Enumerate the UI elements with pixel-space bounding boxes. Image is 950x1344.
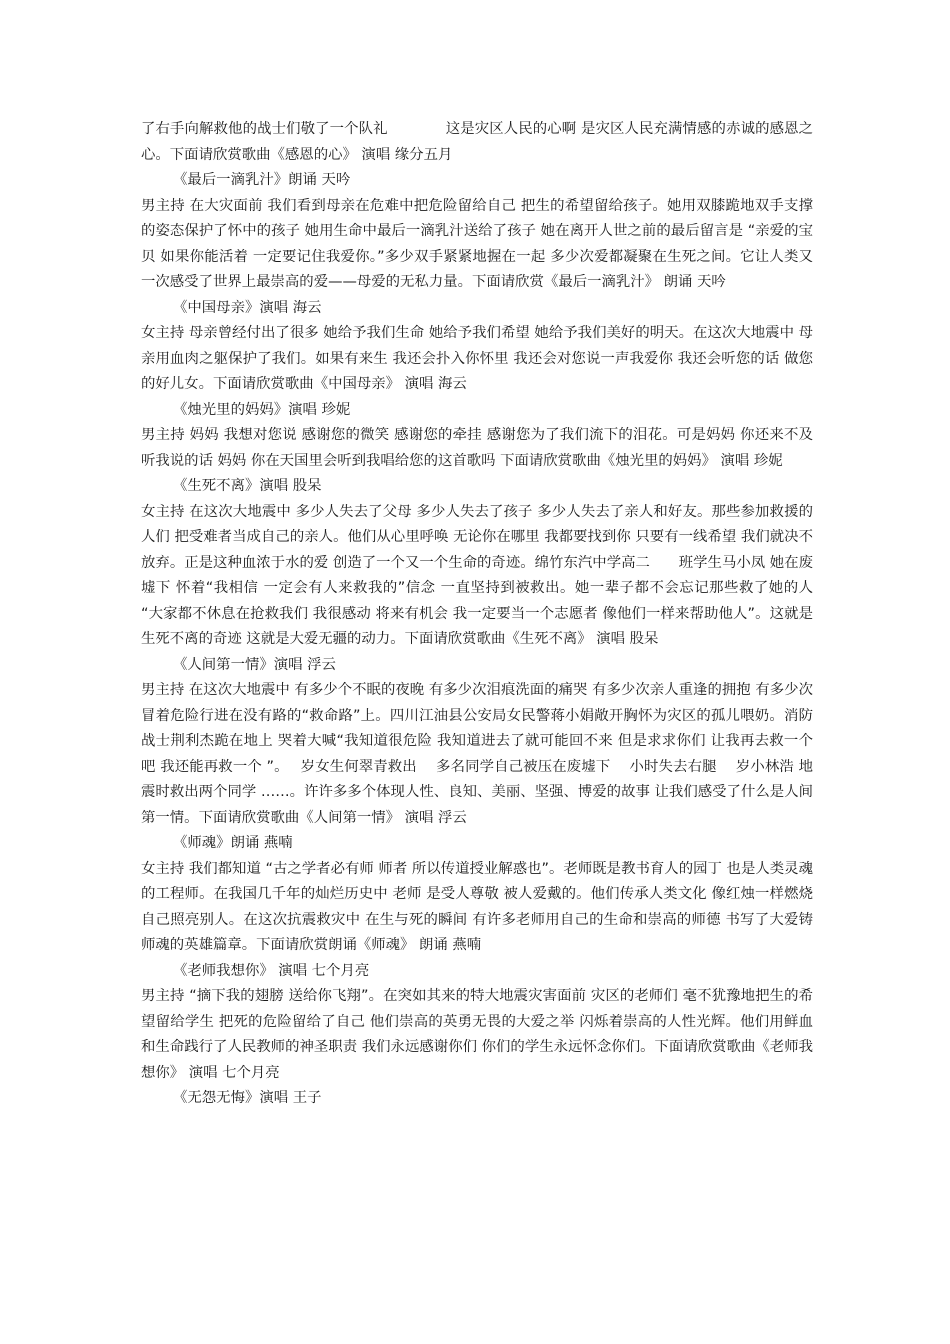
paragraph: 了右手向解救他的战士们敬了一个队礼 这是灾区人民的心啊 是灾区人民充满情感的赤诚的感恩之心。下面请欣赏歌曲《感恩的心》 演唱 缘分五月 [141,121,813,163]
program-title: 《中国母亲》演唱 海云 [173,299,322,316]
program-title: 《生死不离》演唱 股呆 [173,478,322,494]
program-title: 《无怨无悔》演唱 王子 [173,1090,322,1106]
paragraph: 男主持 “摘下我的翅膀 送给你飞翔”。在突如其来的特大地震灾害面前 灾区的老师们 毫不犹豫地把生的希望留给学生 把死的危险留给了自己 他们崇高的英勇无畏的大爱之举 闪烁着崇高的人性光辉。他们用鲜血和生命践行了人民教师的神圣职责 我们永远感谢你们 你们的学生永远怀念你们。下面请欣赏歌曲《老师我想你》 演唱 七个月亮 [141,988,813,1081]
paragraph: 男主持 妈妈 我想对您说 感谢您的微笑 感谢您的牵挂 感谢您为了我们流下的泪花。可是妈妈 你还来不及听我说的话 妈妈 你在天国里会听到我唱给您的这首歌吗 下面请欣赏歌曲《烛光里的妈妈》 演唱 珍妮 [141,427,813,469]
document-page [141,117,813,1112]
paragraph: 男主持 在大灾面前 我们看到母亲在危难中把危险留给自己 把生的希望留给孩子。她用双膝跪地双手支撑的姿态保护了怀中的孩子 她用生命中最后一滴乳汁送给了孩子 她在离开人世之前的最后留言是 “亲爱的宝贝 如果你能活着 一定要记住我爱你。”多少双手紧紧地握在一起 多少次爱都凝聚在生死之间。它让人类又一次感受了世界上最崇高的爱——母爱的无私力量。下面请欣赏《最后一滴乳汁》 朗诵 天吟 [141,197,813,290]
paragraph: 女主持 在这次大地震中 多少人失去了父母 多少人失去了孩子 多少人失去了亲人和好友。那些参加救援的人们 把受难者当成自己的亲人。他们从心里呼唤 无论你在哪里 我都要找到你 只要有一线希望 我们就决不放弃。正是这种血浓于水的爱 创造了一个又一个生命的奇迹。绵竹东汽中学高二 班学生马小凤 她在废墟下 怀着“我相信 一定会有人来救我的”信念 一直坚持到被救出。她一辈子都不会忘记那些救了她的人 “大家都不休息在抢救我们 我很感动 将来有机会 我一定要当一个志愿者 像他们一样来帮助他人”。这就是生死不离的奇迹 这就是大爱无疆的动力。下面请欣赏歌曲《生死不离》 演唱 股呆 [141,503,813,647]
program-title: 《老师我想你》 演唱 七个月亮 [173,962,370,979]
program-title: 《师魂》朗诵 燕喃 [173,835,293,851]
paragraph: 女主持 母亲曾经付出了很多 她给予我们生命 她给予我们希望 她给予我们美好的明天。在这次大地震中 母亲用血肉之躯保护了我们。如果有来生 我还会扑入你怀里 我还会对您说一声我爱你 我还会听您的话 做您的好儿女。下面请欣赏歌曲《中国母亲》 演唱 海云 [141,325,813,392]
program-title: 《人间第一情》演唱 浮云 [173,656,336,673]
program-title: 《最后一滴乳汁》朗诵 天吟 [173,172,351,188]
paragraph: 女主持 我们都知道 “古之学者必有师 师者 所以传道授业解惑也”。老师既是教书育人的园丁 也是人类灵魂的工程师。在我国几千年的灿烂历史中 老师 是受人尊敬 被人爱戴的。他们传承人类文化 像红烛一样燃烧自己照亮别人。在这次抗震救灾中 在生与死的瞬间 有许多老师用自己的生命和崇高的师德 书写了大爱铸师魂的英雄篇章。下面请欣赏朗诵《师魂》 朗诵 燕喃 [141,860,813,953]
program-title: 《烛光里的妈妈》演唱 珍妮 [173,401,351,418]
paragraph: 男主持 在这次大地震中 有多少个不眠的夜晚 有多少次泪痕洗面的痛哭 有多少次亲人重逢的拥抱 有多少次冒着危险行进在没有路的“救命路”上。四川江油县公安局女民警蒋小娟敞开胸怀为灾区的孤儿喂奶。消防战士荆利杰跪在地上 哭着大喊“我知道很危险 我知道进去了就可能回不来 但是求求你们 让我再去救一个吧 我还能再救一个 ”。 岁女生何翠青救出 多名同学自己被压在废墟下 小时失去右腿 岁小林浩 地震时救出两个同学 ……。许许多多个体现人性、良知、美丽、坚强、博爱的故事 让我们感受了什么是人间第一情。下面请欣赏歌曲《人间第一情》 演唱 浮云 [141,682,813,826]
